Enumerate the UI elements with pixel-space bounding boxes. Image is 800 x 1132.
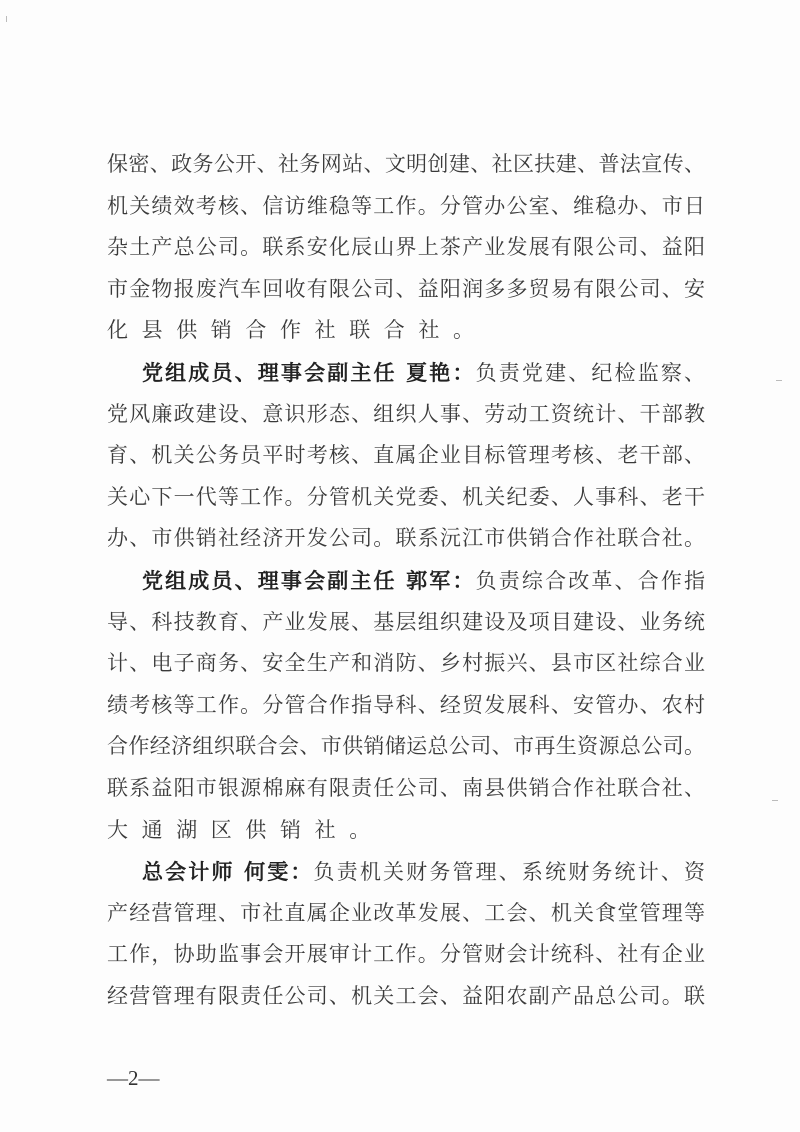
text-line: 计、电子商务、安全生产和消防、乡村振兴、县市区社综合业 [107, 651, 705, 676]
paragraph-xia-yan [107, 352, 705, 560]
text-line: 市金物报废汽车回收有限公司、益阳润多多贸易有限公司、安 [107, 276, 705, 301]
text-line: 产经营管理、市社直属企业改革发展、工会、机关食堂管理等 [107, 900, 705, 925]
text-line: 化县供销合作社联合社。 [107, 318, 488, 343]
role-heading: 党组成员、理事会副主任 夏艳： [142, 359, 476, 385]
scan-mark [772, 800, 778, 801]
text-span: 负责综合改革、合作指 [475, 568, 706, 593]
text-span: 负责机关财务管理、系统财务统计、资 [313, 860, 706, 885]
text-line: 工作，协助监事会开展审计工作。分管财会计统科、社有企业 [107, 942, 705, 967]
text-line [107, 851, 705, 893]
text-line: 保密、政务公开、社务网站、文明创建、社区扶建、普法宣传、 [107, 152, 705, 176]
text-line [107, 560, 705, 602]
paragraph-he-wen [107, 851, 705, 1017]
paragraph-guo-jun [107, 560, 705, 851]
text-line: 杂土产总公司。联系安化辰山界上茶产业发展有限公司、益阳 [107, 235, 705, 260]
page-number: —2— [107, 1066, 160, 1090]
scan-mark [6, 16, 7, 22]
text-line: 绩考核等工作。分管合作指导科、经贸发展科、安管办、农村 [107, 692, 705, 717]
text-span: 负责党建、纪检监察、 [475, 360, 706, 385]
text-line [107, 352, 705, 394]
scan-mark [776, 380, 782, 381]
text-line: 党风廉政建设、意识形态、组织人事、劳动工资统计、干部教 [107, 401, 705, 426]
text-line: 关心下一代等工作。分管机关党委、机关纪委、人事科、老干 [107, 484, 705, 509]
role-heading: 总会计师 何雯： [142, 859, 314, 885]
document-body [107, 144, 705, 1017]
text-line: 机关绩效考核、信访维稳等工作。分管办公室、维稳办、市日 [107, 193, 705, 218]
role-heading: 党组成员、理事会副主任 郭军： [142, 567, 476, 593]
text-line: 经营管理有限责任公司、机关工会、益阳农副产品总公司。联 [107, 983, 705, 1008]
text-line: 育、机关公务员平时考核、直属企业目标管理考核、老干部、 [107, 443, 705, 468]
text-line: 联系益阳市银源棉麻有限责任公司、南县供销合作社联合社、 [107, 775, 705, 800]
text-line: 合作经济组织联合会、市供销储运总公司、市再生资源总公司。 [107, 734, 705, 759]
text-line: 大通湖区供销社。 [107, 817, 384, 842]
paragraph-1 [107, 144, 705, 352]
text-line: 导、科技教育、产业发展、基层组织建设及项目建设、业务统 [107, 609, 705, 634]
text-line: 办、市供销社经济开发公司。联系沅江市供销合作社联合社。 [107, 526, 705, 551]
